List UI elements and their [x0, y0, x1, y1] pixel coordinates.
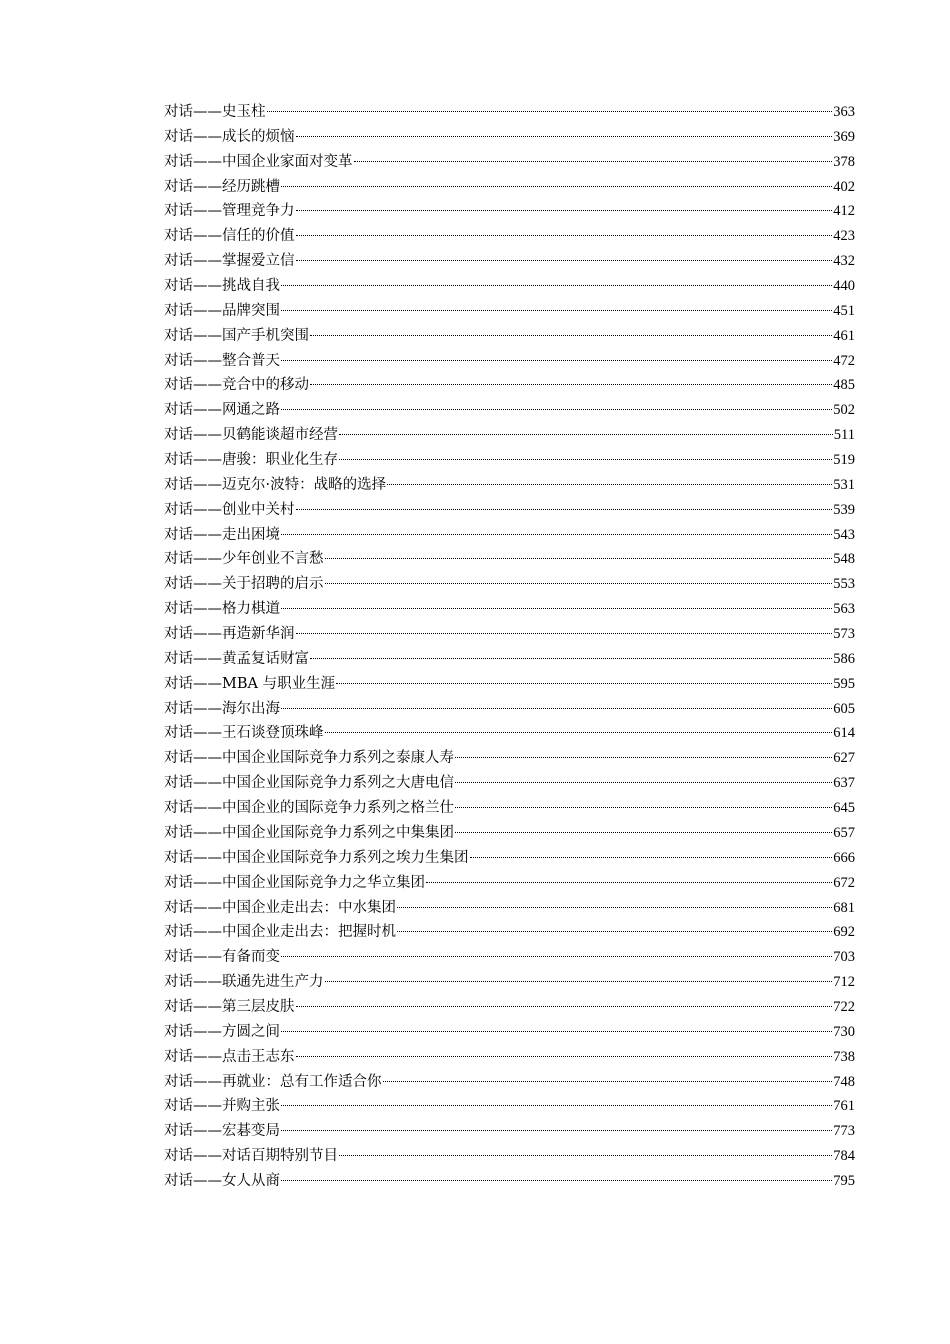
toc-dot-leader [354, 161, 833, 162]
toc-dot-leader [281, 409, 832, 410]
toc-entry-title: 对话——关于招聘的启示 [164, 576, 324, 593]
toc-entry-page-number: 472 [833, 352, 855, 369]
toc-entry-page-number: 531 [833, 476, 855, 493]
toc-entry[interactable] [164, 299, 855, 324]
toc-entry-title: 对话——迈克尔·波特：战略的选择 [164, 476, 387, 493]
toc-dot-leader [455, 757, 832, 758]
toc-entry[interactable] [164, 1070, 855, 1095]
toc-entry-title: 对话——有备而变 [164, 949, 280, 966]
toc-entry[interactable] [164, 995, 855, 1020]
toc-entry-page-number: 712 [833, 974, 855, 991]
toc-entry-title: 对话——格力棋道 [164, 601, 280, 618]
toc-entry-title: 对话——第三层皮肤 [164, 998, 295, 1015]
toc-dot-leader [455, 782, 832, 783]
toc-dot-leader [281, 186, 832, 187]
toc-entry[interactable] [164, 175, 855, 200]
table-of-contents [164, 100, 855, 1194]
toc-entry-title: 对话——中国企业家面对变革 [164, 153, 353, 170]
toc-entry-page-number: 595 [833, 675, 855, 692]
toc-dot-leader [281, 956, 832, 957]
toc-entry-page-number: 511 [833, 427, 855, 444]
toc-entry-page-number: 645 [833, 800, 855, 817]
toc-entry-title: 对话——中国企业国际竞争力系列之中集集团 [164, 824, 454, 841]
toc-entry-page-number: 423 [833, 228, 855, 245]
toc-entry-page-number: 519 [833, 452, 855, 469]
toc-entry-title: 对话——国产手机突围 [164, 327, 309, 344]
toc-entry-page-number: 502 [833, 402, 855, 419]
toc-entry[interactable] [164, 920, 855, 945]
toc-entry[interactable] [164, 547, 855, 572]
toc-entry[interactable] [164, 1020, 855, 1045]
toc-entry-title: 对话——中国企业走出去：把握时机 [164, 924, 396, 941]
toc-entry-title: 对话——品牌突围 [164, 302, 280, 319]
toc-entry[interactable] [164, 871, 855, 896]
toc-entry-title: 对话——中国企业国际竞争力系列之埃力生集团 [164, 849, 469, 866]
toc-dot-leader [267, 111, 833, 112]
toc-entry[interactable] [164, 771, 855, 796]
toc-entry-title: 对话——网通之路 [164, 402, 280, 419]
toc-entry-title: 对话——挑战自我 [164, 278, 280, 295]
toc-entry-page-number: 681 [833, 899, 855, 916]
toc-entry[interactable] [164, 324, 855, 349]
toc-dot-leader [426, 882, 832, 883]
toc-entry-title: 对话——管理竞争力 [164, 203, 295, 220]
toc-entry-page-number: 563 [833, 601, 855, 618]
toc-entry-page-number: 378 [833, 153, 855, 170]
toc-entry-page-number: 573 [833, 626, 855, 643]
toc-entry[interactable] [164, 1045, 855, 1070]
toc-entry-title: 对话——史玉柱 [164, 104, 266, 120]
toc-entry[interactable] [164, 199, 855, 224]
toc-entry-title: 对话——方圆之间 [164, 1023, 280, 1040]
toc-entry-page-number: 614 [833, 725, 855, 742]
toc-entry-title: 对话——掌握爱立信 [164, 253, 295, 270]
toc-entry[interactable] [164, 224, 855, 249]
toc-entry[interactable] [164, 249, 855, 274]
toc-dot-leader [281, 708, 832, 709]
toc-entry[interactable] [164, 572, 855, 597]
toc-dot-leader [397, 931, 832, 932]
toc-entry[interactable] [164, 423, 855, 448]
toc-dot-leader [296, 1006, 833, 1007]
toc-entry[interactable] [164, 473, 855, 498]
toc-dot-leader [281, 608, 832, 609]
toc-dot-leader [296, 210, 833, 211]
toc-dot-leader [281, 310, 832, 311]
toc-entry-page-number: 722 [833, 998, 855, 1015]
toc-entry[interactable] [164, 721, 855, 746]
toc-entry-page-number: 363 [833, 104, 855, 120]
toc-entry-title: 对话——再就业：总有工作适合你 [164, 1073, 382, 1090]
toc-entry[interactable] [164, 1169, 855, 1194]
toc-entry[interactable] [164, 622, 855, 647]
toc-entry-title: 对话——中国企业的国际竞争力系列之格兰仕 [164, 800, 454, 817]
toc-dot-leader [325, 732, 833, 733]
toc-entry-title: 对话——信任的价值 [164, 228, 295, 245]
toc-entry[interactable] [164, 896, 855, 921]
toc-entry-title: 对话——联通先进生产力 [164, 974, 324, 991]
toc-entry[interactable] [164, 597, 855, 622]
toc-entry[interactable] [164, 647, 855, 672]
toc-entry-page-number: 692 [833, 924, 855, 941]
toc-entry[interactable] [164, 970, 855, 995]
toc-entry-page-number: 586 [833, 650, 855, 667]
toc-dot-leader [325, 981, 833, 982]
toc-dot-leader [470, 857, 833, 858]
toc-entry-title: 对话——并购主张 [164, 1098, 280, 1115]
toc-entry-title: 对话——成长的烦恼 [164, 128, 295, 145]
toc-entry-page-number: 461 [833, 327, 855, 344]
toc-dot-leader [296, 509, 833, 510]
toc-dot-leader [397, 907, 832, 908]
toc-entry-page-number: 657 [833, 824, 855, 841]
toc-dot-leader [336, 683, 832, 684]
toc-entry-page-number: 761 [833, 1098, 855, 1115]
toc-entry[interactable] [164, 274, 855, 299]
toc-entry-page-number: 773 [833, 1123, 855, 1140]
toc-entry-title: 对话——整合普天 [164, 352, 280, 369]
toc-entry[interactable] [164, 796, 855, 821]
toc-entry[interactable] [164, 672, 855, 697]
toc-dot-leader [339, 1155, 832, 1156]
toc-entry-title: 对话——竞合中的移动 [164, 377, 309, 394]
toc-dot-leader [296, 260, 833, 261]
toc-entry-page-number: 605 [833, 700, 855, 717]
toc-dot-leader [296, 1056, 833, 1057]
toc-entry-title: 对话——贝鹤能谈超市经营 [164, 427, 338, 444]
toc-dot-leader [281, 1105, 832, 1106]
toc-dot-leader [281, 1180, 832, 1181]
toc-entry-page-number: 795 [833, 1172, 855, 1189]
toc-dot-leader [296, 136, 833, 137]
toc-entry[interactable] [164, 846, 855, 871]
toc-entry[interactable] [164, 349, 855, 374]
toc-entry[interactable] [164, 697, 855, 722]
toc-entry-title: 对话——海尔出海 [164, 700, 280, 717]
toc-entry[interactable] [164, 945, 855, 970]
toc-dot-leader [281, 360, 832, 361]
toc-entry-page-number: 637 [833, 775, 855, 792]
toc-entry-title: 对话——MBA 与职业生涯 [164, 675, 336, 692]
toc-entry-title: 对话——点击王志东 [164, 1048, 295, 1065]
toc-entry[interactable] [164, 125, 855, 150]
toc-entry-title: 对话——少年创业不言愁 [164, 551, 324, 568]
toc-entry-page-number: 451 [833, 302, 855, 319]
toc-entry[interactable] [164, 150, 855, 175]
toc-entry-title: 对话——创业中关村 [164, 501, 295, 518]
toc-entry-page-number: 432 [833, 253, 855, 270]
toc-entry-page-number: 548 [833, 551, 855, 568]
toc-entry-page-number: 543 [833, 526, 855, 543]
toc-entry[interactable] [164, 821, 855, 846]
toc-dot-leader [387, 484, 832, 485]
toc-entry[interactable] [164, 448, 855, 473]
toc-dot-leader [325, 583, 833, 584]
toc-dot-leader [281, 534, 832, 535]
toc-entry-title: 对话——走出困境 [164, 526, 280, 543]
toc-entry-page-number: 672 [833, 874, 855, 891]
toc-entry-title: 对话——宏碁变局 [164, 1123, 280, 1140]
toc-entry-page-number: 738 [833, 1048, 855, 1065]
toc-dot-leader [383, 1081, 833, 1082]
toc-dot-leader [310, 658, 832, 659]
toc-entry-page-number: 784 [833, 1148, 855, 1165]
toc-entry[interactable] [164, 100, 855, 125]
toc-entry-title: 对话——女人从商 [164, 1172, 280, 1189]
toc-entry-title: 对话——中国企业国际竞争力系列之大唐电信 [164, 775, 454, 792]
toc-entry-title: 对话——经历跳槽 [164, 178, 280, 195]
toc-dot-leader [339, 459, 832, 460]
toc-dot-leader [455, 832, 832, 833]
toc-dot-leader [296, 633, 833, 634]
toc-entry-page-number: 412 [833, 203, 855, 220]
toc-dot-leader [281, 285, 832, 286]
toc-entry-title: 对话——中国企业国际竞争力之华立集团 [164, 874, 425, 891]
toc-entry[interactable] [164, 498, 855, 523]
toc-entry-title: 对话——对话百期特别节目 [164, 1148, 338, 1165]
toc-entry[interactable] [164, 373, 855, 398]
toc-entry-page-number: 748 [833, 1073, 855, 1090]
toc-dot-leader [281, 1031, 832, 1032]
toc-dot-leader [296, 235, 833, 236]
toc-entry-title: 对话——再造新华润 [164, 626, 295, 643]
toc-entry-title: 对话——中国企业国际竞争力系列之泰康人寿 [164, 750, 454, 767]
toc-dot-leader [455, 807, 832, 808]
toc-entry-title: 对话——中国企业走出去：中水集团 [164, 899, 396, 916]
toc-entry-page-number: 553 [833, 576, 855, 593]
toc-entry-page-number: 539 [833, 501, 855, 518]
toc-entry-page-number: 440 [833, 278, 855, 295]
toc-entry-page-number: 369 [833, 128, 855, 145]
toc-entry[interactable] [164, 1144, 855, 1169]
toc-entry-title: 对话——黄孟复话财富 [164, 650, 309, 667]
toc-entry[interactable] [164, 1119, 855, 1144]
toc-entry[interactable] [164, 1094, 855, 1119]
toc-entry-page-number: 666 [833, 849, 855, 866]
toc-dot-leader [281, 1130, 832, 1131]
toc-entry-title: 对话——唐骏：职业化生存 [164, 452, 338, 469]
toc-dot-leader [310, 384, 832, 385]
toc-entry-page-number: 627 [833, 750, 855, 767]
toc-entry[interactable] [164, 523, 855, 548]
toc-entry-page-number: 485 [833, 377, 855, 394]
toc-dot-leader [339, 434, 833, 435]
toc-entry-title: 对话——王石谈登顶珠峰 [164, 725, 324, 742]
toc-entry-page-number: 402 [833, 178, 855, 195]
toc-dot-leader [310, 335, 832, 336]
toc-entry[interactable] [164, 746, 855, 771]
toc-entry-page-number: 703 [833, 949, 855, 966]
toc-entry-page-number: 730 [833, 1023, 855, 1040]
toc-dot-leader [325, 558, 833, 559]
toc-entry[interactable] [164, 398, 855, 423]
